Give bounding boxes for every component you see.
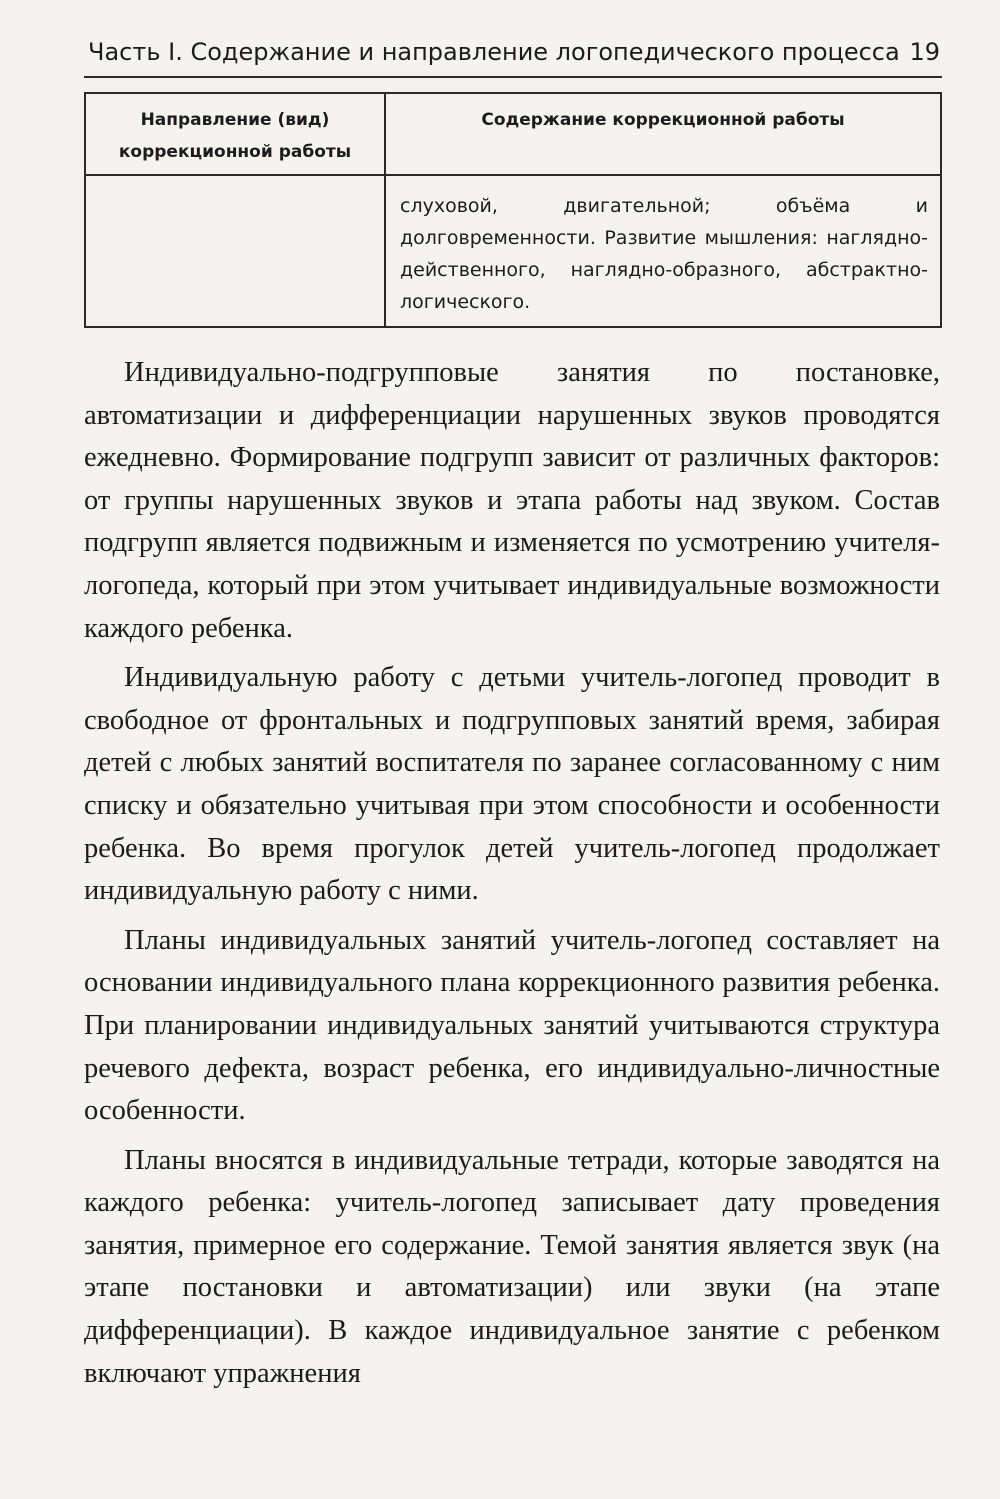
paragraph: Индивидуально-подгрупповые занятия по постановке, автоматизации и дифференциации нарушенных звуков проводятся ежедневно. Формирование подгрупп зависит от различных факторов: от группы нарушенных звуков и этапа работы над звуком. Состав подгрупп является подвижным и изменяется по усмотрению учителя-логопеда, который при этом учитывает индивидуальные возможности каждого ребенка.: [84, 357, 940, 644]
paragraph: Планы индивидуальных занятий учитель-логопед составляет на основании индивидуального плана коррекционного развития ребенка. При планировании индивидуальных занятий учитываются структура речевого дефекта, возраст ребенка, его индивидуально-личностные особенности.: [84, 924, 940, 1127]
table-cell-content: слуховой, двигательной; объёма и долговременности. Развитие мышления: наглядно-действенного, наглядно-образного, абстрактно-логического.: [385, 175, 941, 327]
paragraph: Индивидуальную работу с детьми учитель-логопед проводит в свободное от фронтальных и подгрупповых занятий время, забирая детей с любых занятий воспитателя по заранее согласованному с ним списку и обязательно учитывая при этом способности и особенности ребенка. Во время прогулок детей учитель-логопед продолжает индивидуальную работу с ними.: [84, 662, 940, 907]
table-cell-direction: [85, 175, 385, 327]
running-head: [88, 30, 940, 74]
table-row: [85, 175, 941, 327]
correction-work-table: [84, 92, 942, 328]
chapter-title: Часть I. Содержание и направление логопедического процесса: [88, 38, 900, 66]
table-header-row: [85, 93, 941, 175]
paragraph: Планы вносятся в индивидуальные тетради, которые заводятся на каждого ребенка: учитель-логопед записывает дату проведения занятия, примерное его содержание. Темой занятия является звук (на этапе постановки и автоматизации) или звуки (на этапе дифференциации). В каждое индивидуальное занятие с ребенком включают упражнения: [84, 1144, 940, 1389]
column-header-direction: Направление (вид) коррекционной работы: [85, 93, 385, 175]
column-header-content: Содержание коррекционной работы: [385, 93, 941, 175]
page-number: 19: [909, 38, 940, 66]
header-rule: [84, 76, 942, 78]
body-text: [84, 352, 940, 1402]
